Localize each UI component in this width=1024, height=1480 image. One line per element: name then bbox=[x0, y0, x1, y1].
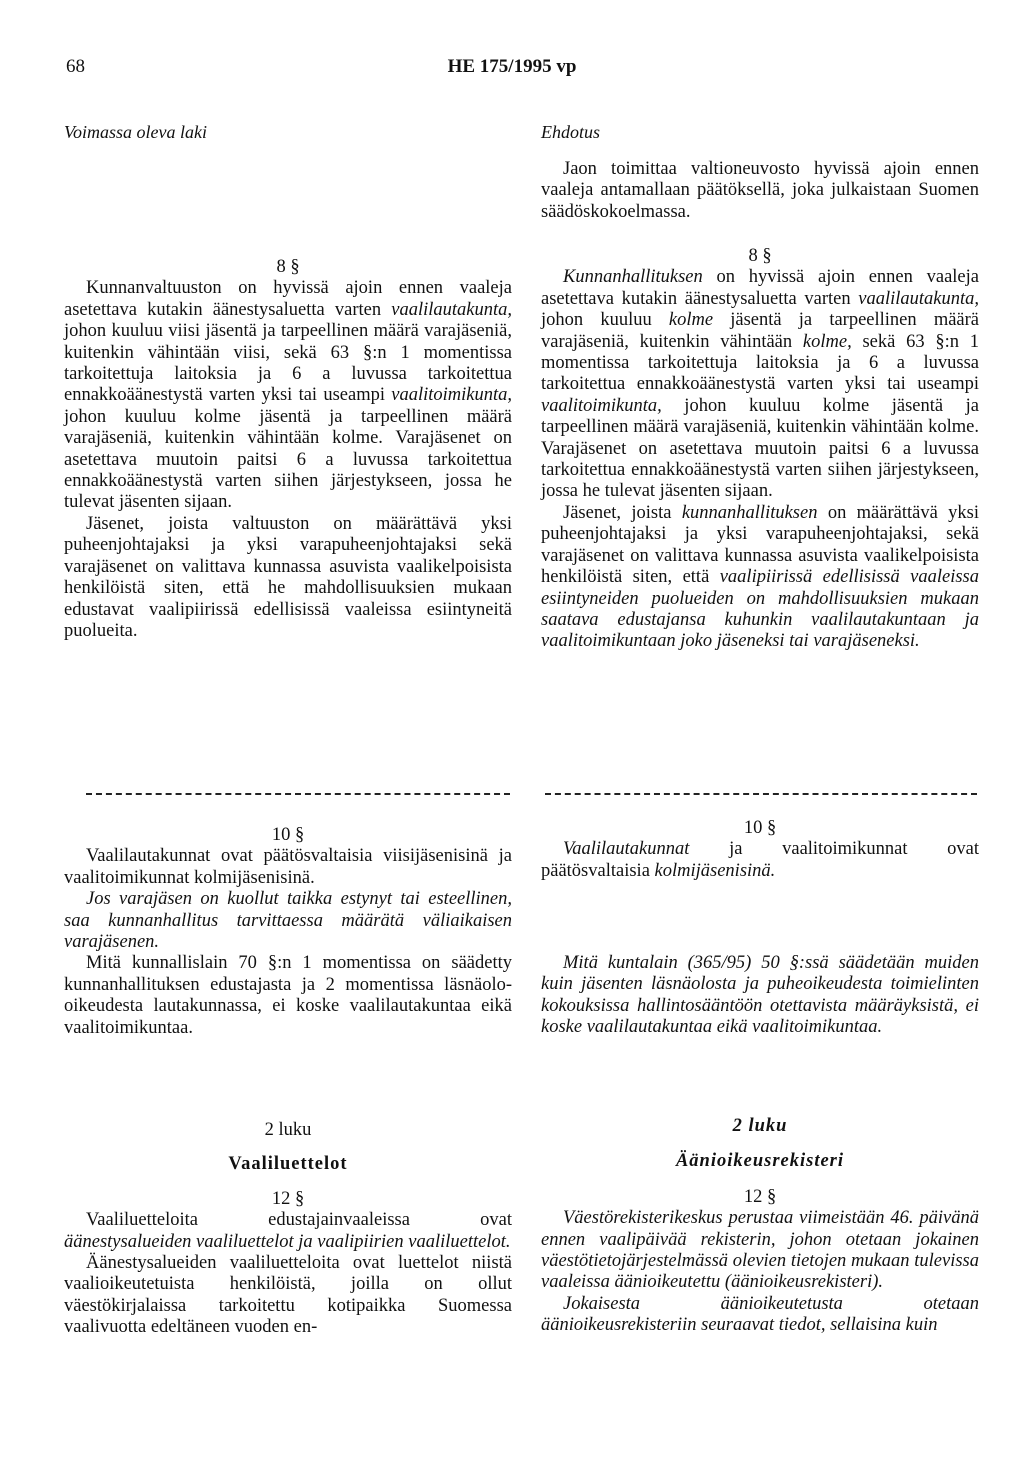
paragraph: Vaalilautakunnat ovat päätösvaltaisia viisijäsenisinä ja vaalitoimikunnat kolmijäsenisinä. bbox=[64, 846, 512, 888]
chapter-title: Vaaliluettelot bbox=[228, 1154, 348, 1175]
left-section-8 bbox=[64, 257, 512, 642]
right-section-8 bbox=[541, 246, 979, 653]
right-section-10 bbox=[541, 818, 979, 882]
paragraph: Kunnanvaltuuston on hyvissä ajoin ennen vaaleja asetettava kutakin äänestysaluetta varten vaalilautakunta, johon kuuluu viisi jäsentä ja tarpeellinen määrä varajäseniä, kuitenkin vähintään viisi, sekä 63 §:n 1 momentissa tarkoitettuja laitoksia ja 6 a luvussa tarkoitettua ennakkoäänestystä varten yksi tai useampi vaalitoimikunta, johon kuuluu kolme jäsentä ja tarpeellinen määrä varajäseniä, kuitenkin vähintään kolme. Varajäsenet on asetettava muutoin paitsi 6 a luvussa tarkoitettua ennakkoäänestystä varten siihen järjestykseen, jossa he tulevat jäsenten sijaan. bbox=[64, 278, 512, 513]
right-omission-divider bbox=[545, 793, 977, 795]
right-chapter-2 bbox=[541, 1116, 979, 1337]
right-intro-block bbox=[541, 159, 979, 223]
paragraph: Jokaisesta äänioikeutetusta otetaan äänioikeusrekisteriin seuraavat tiedot, sellaisina kuin bbox=[541, 1293, 979, 1336]
paragraph: Äänestysalueiden vaaliluetteloita ovat luettelot niistä vaalioikeutetuista henkilöistä, joilla on ollut väestökirjalaissa tarkoitettu kotipaikka Suomessa vaalivuotta edeltäneen vuoden en- bbox=[64, 1253, 512, 1338]
chapter-number: 2 luku bbox=[732, 1116, 788, 1136]
paragraph: Kunnanhallituksen on hyvissä ajoin ennen vaaleja asetettava kutakin äänestysaluetta varten vaalilautakunta, johon kuuluu kolme jäsentä ja tarpeellinen määrä varajäseniä, kuitenkin vähintään kolme, sekä 63 §:n 1 momentissa tarkoitettuja laitoksia ja 6 a luvussa tarkoitettua ennakkoäänestystä varten yksi tai useampi vaalitoimikunta, johon kuuluu kolme jäsentä ja tarpeellinen määrä varajäseniä, kuitenkin vähintään kolme. Varajäsenet on asetettava muutoin paitsi 6 a luvussa tarkoitettua ennakkoäänestystä varten siihen järjestykseen, jossa he tulevat jäsenten sijaan. bbox=[541, 267, 979, 502]
section-heading: 8 § bbox=[276, 257, 300, 277]
page-header: HE 175/1995 vp bbox=[447, 56, 577, 77]
paragraph: Jos varajäsen on kuollut taikka estynyt tai esteellinen, saa kunnanhallitus tarvittaessa määrätä väliaikaisen varajäsenen. bbox=[64, 889, 512, 953]
left-section-10 bbox=[64, 825, 512, 1039]
left-column-heading: Voimassa oleva laki bbox=[64, 122, 207, 142]
page-number: 68 bbox=[66, 56, 85, 77]
paragraph: Väestörekisterikeskus perustaa viimeistään 46. päivänä ennen vaalipäivää rekisterin, johon otetaan jokainen väestötietojärjestelmässä olevien tietojen mukaan tulevissa vaaleissa äänioikeutettu (äänioikeusrekisteri). bbox=[541, 1208, 979, 1293]
paragraph: Mitä kuntalain (365/95) 50 §:ssä säädetään muiden kuin jäsenten läsnäolosta ja puheoikeudesta toimielinten kokouksissa hallintosääntöön otettavista määräyksistä, ei koske vaalilautakuntaa eikä vaalitoimikuntaa. bbox=[541, 953, 979, 1038]
paragraph: Mitä kunnallislain 70 §:n 1 momentissa on säädetty kunnanhallituksen edustajasta ja 2 momentissa läsnäolo-oikeudesta lautakunnassa, ei koske vaalilautakuntaa eikä vaalitoimikuntaa. bbox=[64, 953, 512, 1038]
chapter-number: 2 luku bbox=[264, 1120, 312, 1140]
section-heading: 12 § bbox=[743, 1186, 777, 1207]
left-omission-divider bbox=[86, 793, 510, 795]
section-heading: 10 § bbox=[271, 825, 305, 845]
paragraph: Vaaliluetteloita edustajainvaaleissa ovat äänestysalueiden vaaliluettelot ja vaalipiirien vaaliluettelot. bbox=[64, 1210, 512, 1252]
paragraph: Jäsenet, joista valtuuston on määrättävä yksi puheenjohtajaksi ja yksi varapuheenjohtajaksi sekä varajäsenet on valittava kunnassa asuvista vaalikelpoisista henkilöistä siten, että he mahdollisuuksien mukaan edustavat vaalipiirissä edellisissä vaaleissa esiintyneitä puolueita. bbox=[64, 513, 512, 641]
paragraph: Jäsenet, joista kunnanhallituksen on määrättävä yksi puheenjohtajaksi ja yksi varapuheenjohtajaksi, sekä varajäsenet on valittava kunnassa asuvista vaalikelpoisista henkilöistä siten, että vaalipiirissä edellisissä vaaleissa esiintyneiden puolueiden on mahdollisuuksien mukaan saatava edustajansa kuhunkin vaalilautakuntaan ja vaalitoimikuntaan joko jäseneksi tai varajäseneksi. bbox=[541, 502, 979, 652]
right-column-heading: Ehdotus bbox=[541, 122, 601, 142]
left-chapter-2 bbox=[64, 1120, 512, 1339]
right-section-10-amendment bbox=[541, 953, 979, 1039]
section-heading: 12 § bbox=[271, 1188, 305, 1209]
right-intro-paragraph: Jaon toimittaa valtioneuvosto hyvissä ajoin ennen vaaleja antamallaan päätöksellä, joka julkaistaan Suomen säädöskokoelmassa. bbox=[541, 159, 979, 222]
paragraph: Vaalilautakunnat ja vaalitoimikunnat ovat päätösvaltaisia kolmijäsenisinä. bbox=[541, 839, 979, 881]
chapter-title: Äänioikeusrekisteri bbox=[675, 1151, 845, 1172]
section-heading: 8 § bbox=[748, 246, 772, 266]
section-heading: 10 § bbox=[743, 818, 777, 838]
